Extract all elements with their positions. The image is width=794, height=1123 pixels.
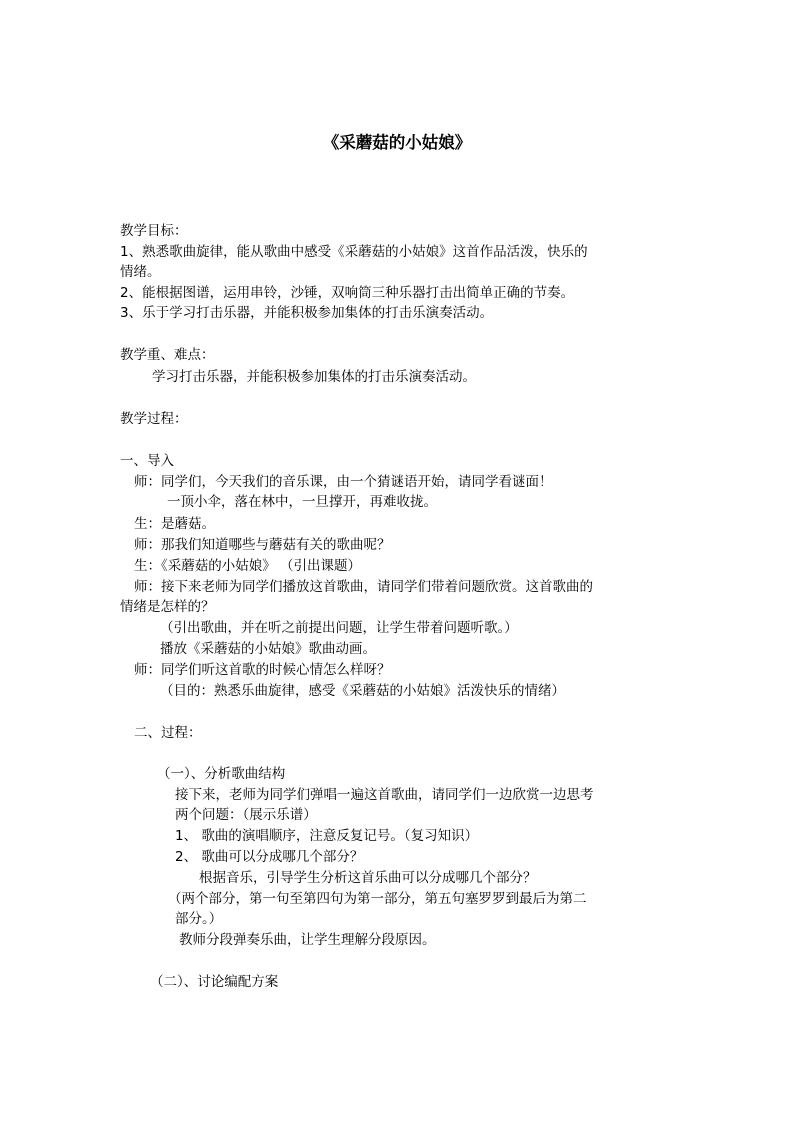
section-heading-keypoints: 教学重、难点： <box>120 347 215 363</box>
dialogue-line: 师：同学们，今天我们的音乐课，由一个猜谜语开始，请同学看谜面！ <box>134 474 553 490</box>
question-2: 2、 歌曲可以分成哪几个部分？ <box>175 849 364 865</box>
objective-1: 1、熟悉歌曲旋律，能从歌曲中感受《采蘑菇的小姑娘》这首作品活泼，快乐的 <box>120 244 588 260</box>
body-line: 两个问题：（展示乐谱） <box>175 807 317 823</box>
dialogue-line-cont: 情绪是怎样的？ <box>120 599 215 615</box>
dialogue-line: 师：接下来老师为同学们播放这首歌曲，请同学们带着问题欣赏。这首歌曲的 <box>134 579 593 595</box>
dialogue-line: 师：同学们听这首歌的时候心情怎么样呀？ <box>134 662 391 678</box>
document-title: 《采蘑菇的小姑娘》 <box>322 133 472 152</box>
body-line: 根据音乐，引导学生分析这首乐曲可以分成哪几个部分？ <box>199 870 537 886</box>
note-line: 播放《采蘑菇的小姑娘》歌曲动画。 <box>160 641 376 657</box>
question-1: 1、 歌曲的演唱顺序，注意反复记号。（复习知识） <box>175 828 479 844</box>
section-heading-objectives: 教学目标： <box>120 223 188 239</box>
subsection-2-heading: （二）、讨论编配方案 <box>150 974 279 990</box>
note-line: （引出歌曲，并在听之前提出问题，让学生带着问题听歌。） <box>160 620 518 636</box>
dialogue-line: 师：那我们知道哪些与蘑菇有关的歌曲呢？ <box>134 537 391 553</box>
dialogue-line: 生：《采蘑菇的小姑娘》 （引出课题） <box>134 558 362 574</box>
note-line: （目的：熟悉乐曲旋律，感受《采蘑菇的小姑娘》活泼快乐的情绪） <box>160 683 565 699</box>
dialogue-line: 生：是蘑菇。 <box>134 516 215 532</box>
body-line: 教师分段弹奏乐曲，让学生理解分段原因。 <box>179 932 436 948</box>
subsection-1-heading: （一）、分析歌曲结构 <box>157 766 286 782</box>
body-line: 接下来，老师为同学们弹唱一遍这首歌曲，请同学们一边欣赏一边思考 <box>175 787 594 803</box>
objective-3: 3、乐于学习打击乐器，并能积极参加集体的打击乐演奏活动。 <box>120 305 494 321</box>
keypoints-text: 学习打击乐器，并能积极参加集体的打击乐演奏活动。 <box>152 369 476 385</box>
riddle-text: 一顶小伞，落在林中，一旦撑开，再难收拢。 <box>167 494 437 510</box>
part-2-heading: 二、过程： <box>134 725 202 741</box>
answer-line-cont: 部分。） <box>175 911 223 927</box>
part-1-heading: 一、导入 <box>120 453 174 469</box>
answer-line: （两个部分，第一句至第四句为第一部分，第五句塞罗罗到最后为第二 <box>168 891 587 907</box>
section-heading-process: 教学过程： <box>120 411 188 427</box>
objective-2: 2、能根据图谱，运用串铃，沙锤，双响筒三种乐器打击出简单正确的节奏。 <box>120 285 575 301</box>
objective-1-cont: 情绪。 <box>120 264 161 280</box>
